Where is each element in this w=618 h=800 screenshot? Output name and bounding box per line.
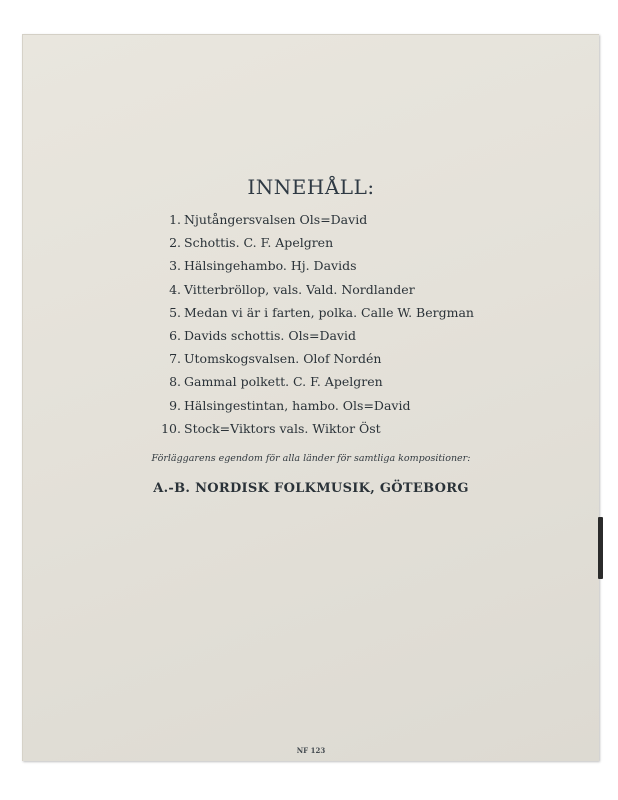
item-text: Hälsingestintan, hambo. Ols=David [184, 397, 411, 413]
publisher-name: A.-B. NORDISK FOLKMUSIK, GÖTEBORG [153, 481, 469, 496]
item-number: 4. [169, 281, 181, 297]
item-number: 5. [169, 304, 181, 320]
list-item [161, 324, 474, 347]
item-number: 10. [161, 420, 181, 436]
list-item [161, 347, 474, 370]
item-text: Gammal polkett. C. F. Apelgren [184, 374, 383, 390]
list-item [161, 370, 474, 393]
item-text: Vitterbröllop, vals. Vald. Nordlander [184, 281, 415, 297]
list-item [161, 231, 474, 254]
item-text: Hälsingehambo. Hj. Davids [184, 258, 357, 274]
list-item [161, 254, 474, 277]
item-number: 3. [169, 258, 181, 274]
item-text: Medan vi är i farten, polka. Calle W. Bergman [184, 304, 474, 320]
list-item [161, 301, 474, 324]
rights-notice: Förläggarens egendom för alla länder för samtliga kompositioner: [151, 453, 471, 464]
item-number: 6. [169, 327, 181, 343]
item-text: Stock=Viktors vals. Wiktor Öst [184, 420, 381, 436]
item-text: Davids schottis. Ols=David [184, 327, 356, 343]
item-number: 1. [169, 212, 181, 227]
item-text: Schottis. C. F. Apelgren [184, 235, 334, 251]
item-number: 2. [169, 235, 181, 251]
page-title: INNEHÅLL: [247, 175, 375, 199]
catalog-code: NF 123 [296, 746, 326, 755]
item-number: 8. [169, 374, 181, 390]
list-item [161, 417, 474, 440]
binding-clip [598, 517, 603, 579]
item-number: 7. [169, 351, 181, 367]
list-item [161, 278, 474, 301]
item-number: 9. [169, 397, 181, 413]
list-item [161, 394, 474, 417]
contents-list [161, 208, 474, 440]
list-item [161, 208, 474, 231]
document-page [22, 34, 599, 761]
item-text: Utomskogsvalsen. Olof Nordén [184, 351, 382, 367]
item-text: Njutångersvalsen Ols=David [184, 212, 368, 227]
